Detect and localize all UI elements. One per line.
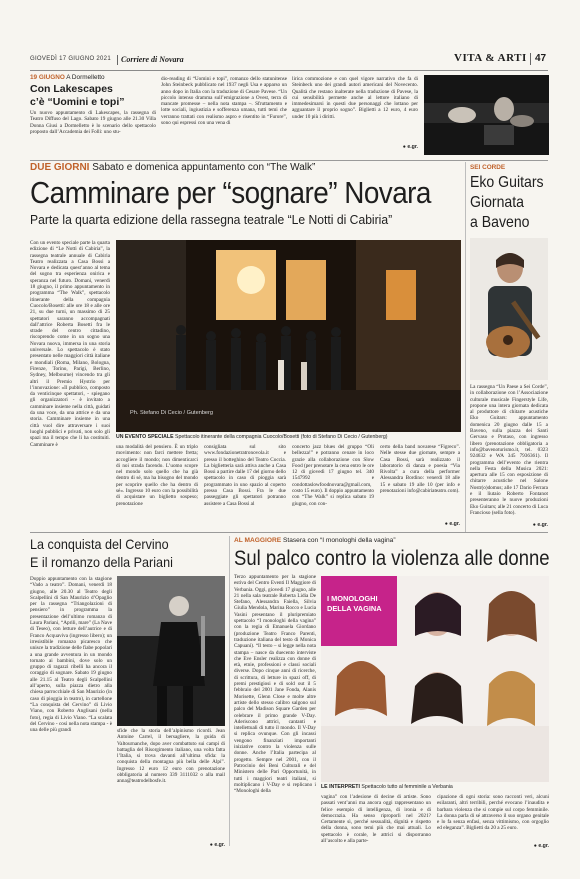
header-date: GIOVEDÌ 17 GIUGNO 2021	[30, 56, 111, 62]
header-paper-name: Corriere di Novara	[121, 55, 184, 64]
vagina-signature: ● e.gr.	[533, 843, 549, 849]
vagina-caption-kicker: LE INTERPRETI	[321, 784, 360, 790]
vagina-title: Sul palco contro la violenza alle donne	[234, 546, 550, 570]
vagina-col2: vagina” con l’adesione di decine di artiste. Sono passati vent’anni ma ancora oggi rappresentano un felice esempio di intelligenza, di ironia e di democrazia. Ha senso riproporli nel 2021? Certamente sì, perché sessualità, dignità e rispetto della donna, sono temi più che mai attuali. Lo spettacolo è corale, le attrici si disporranno all’ascolto e alla parte-	[321, 794, 431, 845]
lakescapes-title-line1: Con Lakescapes	[30, 83, 113, 95]
eko-body: La rassegna “Un Paese a Sei Corde”, in collaborazione con l’Associazione culturale musicale Fingerstyle Life, propone una intera giornata dedicata al produttore di chitarre acustiche Eko Guitars: appuntamento domenica 20 giugno dalle 15 a Baveno, sulla piazza dei Santi Gervaso e Protaso, con ingresso libero (prenotazione obbligatoria a info@bavenoturismo.it, tel. 0323 924632 e WA 345 7936361). Il programma dell’evento che rientra nella Festa della Musica 2021: apertura alle 15 con esposizione di chitarre acustiche nel Salone Nostr(o)domus; alle 17 Dario Ferrara e il liutaio Roberto Fontanot presenteranno le nuove produzioni Eko Guitars; alle 21 concerto di Luca Francioso (sella foto).	[470, 384, 548, 516]
vagina-caption-text: Spettacolo tutto al femminile a Verbania	[361, 784, 453, 790]
eko-kicker: SEI CORDE	[470, 164, 506, 171]
eko-photo	[470, 238, 548, 380]
lakescapes-kicker-place: A Dormelletto	[66, 74, 105, 81]
cabiria-caption-text: Spettacolo itinerante della compagnia Cuocolo/Bosetti (foto di Stefano Di Cecio / Gutenberg)	[175, 434, 388, 440]
cervino-col1: Doppio appuntamento con la stagione “Vado a teatro”. Domani, venerdì 18 giugno, alle 20.30 al Teatro degli Scalpellini di San Maurizio d’Opaglio per la rassegna “Triangolazioni di pensiero” in programma la presentazione dell’ultimo romanzo di Laura Pariani, “Aprili, mare” (La Nave di Teseo), con letture dell’autrice e di Franco Acquaviva (ingresso libero); un irresistibile romanzo picaresco che unisce la tradizione delle fiabe popolari a una grande avventura in un mondo tornato ai bambini, dove solo un gruppo di ragazzi ribelli ha ancora il coraggio di sognare. Sabato 19 giugno alle 21.15 al Teatro degli Scalpellini all’aperto, sulla piazza dietro alla chiesa parrocchiale di San Maurizio (in caso di pioggia in teatro), in cartellone “La conquista del Cervino” di Livio Viano, con Roberto Anglisani (nella foto), regia di Livio Viano. “La scalata del Cervino - così nella nota stampa - è una delle più grandi	[30, 576, 112, 734]
eko-column-divider	[465, 162, 466, 532]
vagina-col3: cipazione di ogni storia: sono racconti veri, alcuni esilaranti, altri terribili, perché evocano l’inaudita e barbara violenza che si compie sul corpo femminile. La donna parla di sé attraverso il suo organo genitale e lo fa senza enfasi, senza vittimismo, con orgoglio ed eleganza”. Biglietti da 20 a 25 euro.	[437, 794, 549, 832]
header-rule	[30, 70, 548, 71]
eko-title-line3: a Baveno	[470, 214, 530, 231]
cabiria-kicker-label: DUE GIORNI	[30, 162, 90, 173]
lakescapes-kicker	[30, 74, 105, 81]
header-section: VITA & ARTI	[454, 52, 527, 64]
cabiria-col-c: consigliata sul sito www.fondazionetratronovola.it e presso il botteghino del Teatro Coccia. La biglietteria sarà attiva anche a Casa Bossi a partire dalle 17 del giorno dello spettacolo in caso di pioggia sarà programmato in uno spazio al coperto presso Casa Bossi. Fra le due passeggiate gli spettatori potranno assistere a Casa Bossi al	[204, 444, 286, 507]
eko-title-line1: Eko Guitars	[470, 174, 544, 191]
lakescapes-col1: Un nuovo appuntamento di Lakescapes, la rassegna di Teatro Diffuso del Lago. Sabato 19 giugno alle 21.30 Villa Donna Giusi a Dormelletto è lo scenario dello spettacolo proposto dall’Accademia dei Folli: uno stu-	[30, 110, 156, 135]
cabiria-intro: Con un evento speciale parte la quarta edizione di “Le Notti di Cabiria”, la rassegna teatrale annuale di Cabiria Teatro realizzata a Casa Bossi a Novara e dedicata quest’anno al tema del sogno tra esperienza onirica e speranza nel futuro. Domani, venerdì 18 giugno, il primo appuntamento in programma “The Walk”, spettacolo itinerante della compagnia Cuocolo/Bosetti: alle ore 18 e alle ore 21, su due turni, un massimo di 25 spettatori saranno accompagnati dall’attrice Roberta Bosetti fra le strade del centro cittadino, riscoprendo come in un sogno una Novara nuova, immersa in una storia universale. Lo spettacolo è stato presentato nelle maggiori città italiane e mondiali (Roma, Milano, Bologna, Firenze, Torino, Parigi, Berlino, Sydney, Melbourne) vincendo tra gli altri il Premio Hystrio per l’innovazione: «Il pubblico, composto da venticinque spettatori, - spiegano gli organizzatori - è invitato a camminare insieme nella città, guidati da una voce, da una attrice e da una storia. Camminare insieme in una città vuol dire attraversare i suoi luoghi pubblici e privati, non solo gli spazi ma il tempo che li ha costituiti. Camminare è	[30, 240, 110, 448]
eko-signature: ● e.gr.	[532, 522, 548, 528]
cervino-photo	[117, 576, 225, 726]
cabiria-col-e: certo della band novarese “Figreco”. Nelle stesse due giornate, sempre a Casa Bossi, sarà realizzato il laboratorio di danza e poesia “Via Rivolta” a cura della performer Alessandra Bordino: venerdì 18 alle 15 e sabato 19 alle 10 (per info e prenotazioni info@cabiriateatro.com).	[380, 444, 460, 495]
vagina-poster-title: I MONOLOGHI DELLA VAGINA	[327, 594, 382, 613]
header-separator	[117, 55, 118, 65]
vagina-kicker-text: Stasera con “I monologhi della vagina”	[282, 537, 396, 544]
cervino-col2: sfide che la storia dell’alpinismo ricordi. Jean Antoine Carrel, il bersagliere, la guida di Valtournanche, dopo aver combattuto sui campi di battaglia del Risorgimento italiano, una volta fatta l’Italia, si trova davanti all’ultima sfida: la conquista della montagna più bella delle Alpi”. Ingresso 12 euro 12 euro con prenotazione obbligatoria al numero 339 3111032 o alla mail anna@teatrodelbosfe.it.	[117, 728, 225, 785]
vagina-kicker	[234, 537, 396, 544]
lakescapes-title-line2: c’è “Uomini e topi”	[30, 96, 125, 108]
cabiria-kicker	[30, 162, 315, 173]
cabiria-subtitle: Parte la quarta edizione della rassegna teatrale “Le Notti di Cabiria”	[30, 212, 393, 227]
lakescapes-signature: ● e.gr.	[402, 144, 418, 150]
cabiria-photo	[116, 240, 461, 432]
lakescapes-col3: lirica commozione e con quel vigore narrativo che fa di Steinbeck uno dei grandi autori americani del Novecento. Qualità che restano inalterate nella traduzione di Pavese, la cui sensibilità permette anche al lettore italiano di immedesimarsi in questi due personaggi che lottano per agguantare il proprio sogno”. Biglietti a 12 euro, 4 euro under 10 più i diritti.	[292, 76, 418, 120]
cervino-signature: ● e.gr.	[209, 842, 225, 848]
cabiria-title: Camminare per “sognare” Novara	[30, 175, 431, 210]
cervino-title-line1: La conquista del Cervino	[30, 536, 169, 552]
page-number: 47	[535, 53, 547, 64]
vagina-photo-caption	[321, 784, 549, 790]
cervino-title-line2: E il romanzo della Pariani	[30, 554, 173, 570]
cabiria-photo-caption	[116, 434, 461, 440]
lakescapes-photo	[424, 75, 549, 155]
vagina-col1: Terzo appuntamento per la stagione estiva del Centro Eventi Il Maggiore di Verbania. Oggi, giovedì 17 giugno, alle 21 nella sala teatrale Roberta Lidia De Stefano, Alessandra Faiella, Silvia Giulia Mendola, Marina Rocco e Lucia Vasini presentano il pluripremiato spettacolo “I monologhi della vagina” con la regia di Emanuela Giordano (produzione Teatro Franco Parenti, traduzione italiana del testo di Monica Capuani). “Il testo – si legge nella nota stampa – nasce da duecento interviste che Eve Ensler realizza con donne di età, etnie, professioni e classi sociali diverse. Dopo cinque anni di ricerche, di scrittura, di letture in spazi off, di premi prestigiosi e di sold out il 5 febbraio del 2001 Jane Fonda, Alanis Morisette, Glenn Close e molte altre artiste dello stesso calibro salgono sul palco del Madison Square Garden per celebrare il primo grande V-Day. Aderiscono attrici, cantanti e intellettuali di tutto il mondo. Il V-Day si replica ovunque. Con gli incassi vengono finanziati importanti iniziative contro la violenza sulle donne. Anche l’Italia partecipa al progetto. Sempre nel 2001, con il Patrocinio dei Beni Culturali e del Ministero delle Pari Opportunità, in tutti i maggiori teatri italiani, si moltiplicano i V-Day e si replicano i “Monologhi della	[234, 574, 316, 795]
cabiria-col-b: una modalità del pensiero. È un triplo movimento: non farci mettere fretta; accogliere il mondo; non dimenticarci di noi strada facendo. L’uomo scopre nel mondo solo quello che ha già dentro di sé, ma ha bisogno del mondo per scoprire quello che ha dentro di sé». Ingresso 10 euro con la possibilità di acquistare un biglietto sospeso; prenotazione	[116, 444, 198, 507]
vagina-column-divider	[229, 536, 230, 846]
cabiria-bottom-rule	[30, 532, 548, 533]
lakescapes-bottom-rule	[30, 160, 548, 161]
vagina-poster	[321, 576, 549, 782]
lakescapes-kicker-date: 19 GIUGNO	[30, 74, 65, 81]
header-section-separator	[530, 53, 531, 65]
cabiria-caption-kicker: UN EVENTO SPECIALE	[116, 434, 174, 440]
cabiria-signature: ● e.gr.	[444, 521, 460, 527]
vagina-kicker-label: AL MAGGIORE	[234, 537, 282, 544]
lakescapes-col2: dio-reading di “Uomini e topi”, romanzo dello statunitense John Steinbeck pubblicato nel 1937 negli Usa e apparso un anno dopo in Italia con la traduzione di Cesare Pavese. “Un piccolo intenso dramma sull’emigrazione a Ovest, terra di mancate promesse – nella nota stampa –. Sfruttamento e lotte sociali, ingiustizia e sofferenza umana, tutti temi che verranno trattati con realismo aspro e risentito in “Furore”, sono qui espressi con una vena di	[161, 76, 287, 127]
cabiria-col-d: concerto jazz blues del gruppo “Oli bellezza!” e potranno cenare in loco grazie alla collaborazione con Slow Food (per prenotare la cena entro le ore 12 di giovedì 17 giugno tel. 340 1547992 e condottaslowfoodnovara@gmail.com, costo 15 euro). Il doppio appuntamento con “The Walk” si replica sabato 19 giugno, con con-	[292, 444, 374, 507]
cabiria-photo-credit: Ph. Stefano Di Cecio / Gutenberg	[130, 410, 214, 416]
eko-title-line2: Giornata	[470, 194, 525, 211]
cabiria-kicker-text: Sabato e domenica appuntamento con “The Walk”	[92, 162, 316, 173]
